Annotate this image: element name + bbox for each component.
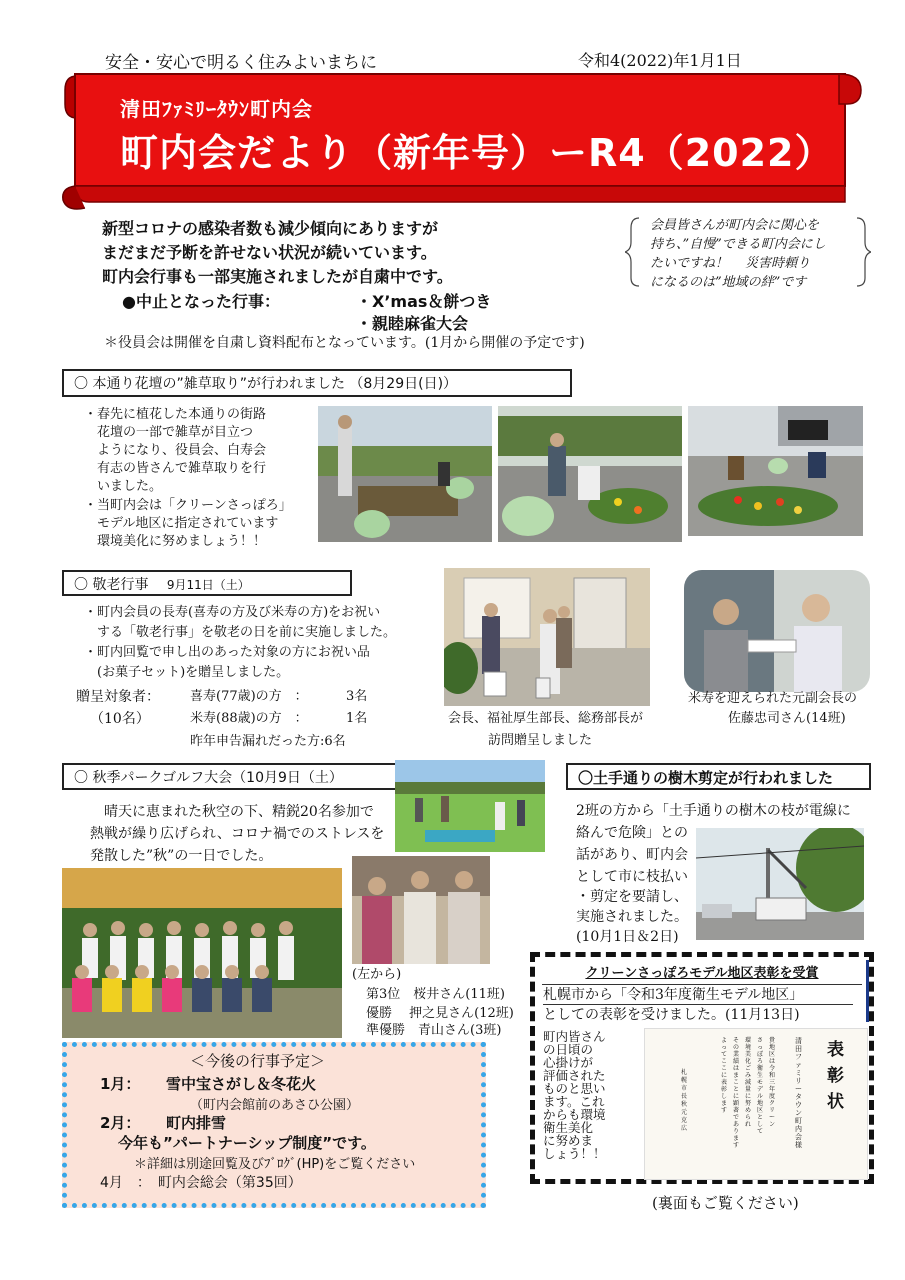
award-line-1: 札幌市から「令和3年度衛生モデル地区」 (543, 986, 853, 1005)
intro-line-3: 町内会行事も一部実施されましたが自粛中です。 (102, 267, 453, 286)
award-side-text (543, 1030, 619, 1160)
bubble-line-1: 会員皆さんが町内会に関心を (650, 218, 820, 233)
keiro-line-3: ・町内回覧で申し出のあった対象の方にお祝い品 (84, 645, 370, 660)
golf-photo-course (395, 760, 545, 852)
target-row-2-label: 米寿(88歳)の方 ： (190, 711, 308, 726)
award-side-line: 衛生美化 (543, 1120, 594, 1135)
events-jan-place: （町内会館前のあさひ公園） (190, 1098, 360, 1113)
keiro-heading-title: 〇 敬老行事 (74, 577, 149, 593)
events-apr: 4月 ： 町内会総会（第35回） (100, 1175, 302, 1191)
pruning-photo (696, 828, 864, 940)
pruning-line-3: 話があり、町内会 (576, 847, 688, 863)
events-feb-label: 2月： (100, 1114, 141, 1132)
golf-winners-photo (352, 856, 490, 964)
bubble-line-2: 持ち、”自慢”できる町内会にし (650, 237, 826, 252)
footer-see-back: (裏面もご覧ください) (652, 1194, 799, 1212)
weeding-line-5: いました。 (84, 479, 163, 494)
golf-line-1: 晴天に恵まれた秋空の下、精鋭20名参加で (104, 804, 374, 820)
keiro-photo-visit (444, 568, 650, 706)
motto: 安全・安心で明るく住みよいまちに (105, 53, 377, 73)
weeding-line-3: ようになり、役員会、白寿会 (84, 443, 267, 458)
cancelled-item-2: ・親睦麻雀大会 (356, 314, 469, 333)
award-side-line: 心掛けが (543, 1055, 594, 1070)
certificate-body-line: さっぽろ衛生モデル地区として (757, 1037, 764, 1135)
certificate-signer: 札幌市長 秋元 克広 (681, 1069, 694, 1132)
keiro-photo2-caption-2: 佐藤忠司さん(14班) (728, 711, 846, 726)
pruning-line-2: 絡んで危険」との (576, 825, 688, 841)
winner-3: 準優勝 青山さん(3班) (366, 1023, 502, 1038)
pruning-heading: 〇土手通りの樹木剪定が行われました (566, 763, 871, 790)
keiro-line-1: ・町内会員の長寿(喜寿の方及び米寿の方)をお祝い (84, 605, 381, 620)
winner-1: 第3位 桜井さん(11班) (366, 987, 505, 1002)
events-feb-detail: ＊詳細は別途回覧及びﾌﾞﾛｸﾞ(HP)をご覧ください (134, 1157, 416, 1172)
pruning-line-7: (10月1日＆2日) (576, 929, 679, 945)
weeding-heading: 〇 本通り花壇の”雑草取り”が行われました （8月29日(日)） (62, 369, 572, 397)
intro-line-2: まだまだ予断を許せない状況が続いています。 (102, 243, 437, 262)
certificate-body-line: 貴地区は令和三年度クリーン (769, 1037, 776, 1128)
award-side-line: の日頃の (543, 1042, 594, 1057)
pruning-line-5: ・剪定を要請し、 (576, 889, 688, 905)
events-feb-note: 今年も”パートナーシップ制度”です。 (118, 1134, 376, 1152)
target-label: 贈呈対象者： (76, 689, 160, 705)
weeding-line-6: ・当町内会は「クリーンさっぽろ」 (84, 498, 292, 513)
certificate-body-line: その業績はまことに顕著であります (733, 1037, 740, 1149)
weeding-line-4: 有志の皆さんで雑草取りを行 (84, 461, 267, 476)
certificate-body-line: 環境美化ごみ減量に努められ (745, 1037, 752, 1128)
events-title: ＜今後の行事予定＞ (190, 1052, 326, 1070)
organization-name: 清田ﾌｧﾐﾘｰﾀｳﾝ町内会 (120, 97, 313, 121)
weeding-line-8: 環境美化に努めましょう！！ (84, 534, 267, 549)
award-side-line: しょう！！ (543, 1146, 606, 1161)
weeding-photo-3 (688, 406, 863, 536)
bubble-line-4: になるのは”地域の絆”です (650, 275, 807, 290)
weeding-photo-1 (318, 406, 492, 542)
weeding-line-1: ・春先に植花した本通りの街路 (84, 407, 267, 422)
award-heading: クリーンさっぽろモデル地区表彰を受賞 (542, 962, 862, 985)
golf-group-photo (62, 868, 342, 1038)
winner-2: 優勝 押之見さん(12班) (366, 1006, 514, 1021)
certificate-image (644, 1028, 868, 1180)
certificate-org: 清田ファミリータウン町内会 様 (795, 1037, 809, 1149)
pruning-line-1: 2班の方から「土手通りの樹木の枝が電線に (576, 803, 851, 819)
weeding-line-2: 花壇の一部で雑草が目立つ (84, 425, 254, 440)
target-row-1-value: 3名 (346, 689, 368, 704)
winners-intro: (左から) (352, 967, 402, 982)
certificate-body-line: よってここに表彰します (721, 1037, 728, 1114)
keiro-line-4: (お菓子セット)を贈呈しました。 (84, 665, 290, 680)
bubble-line-3: たいですね！ 災害時頼り (650, 256, 811, 271)
pruning-line-6: 実施されました。 (576, 909, 688, 925)
events-feb-event: 町内排雪 (166, 1114, 227, 1132)
award-side-line: からも環境 (543, 1107, 606, 1122)
keiro-photo1-caption-1: 会長、福祉厚生部長、総務部長が (448, 711, 644, 726)
golf-line-3: 発散した”秋”の一日でした。 (90, 848, 273, 864)
golf-line-2: 熱戦が繰り広げられ、コロナ禍でのストレスを (90, 826, 385, 842)
board-meeting-note: ＊役員会は開催を自粛し資料配布となっています。(1月から開催の予定です) (104, 335, 585, 351)
newsletter-title: 町内会だより（新年号）ーR4（2022） (120, 131, 834, 175)
award-line-2: としての表彰を受けました。(11月13日) (543, 1007, 800, 1023)
cancelled-item-1: ・X’mas＆餅つき (356, 292, 492, 311)
award-side-line: 町内皆さん (543, 1029, 606, 1044)
keiro-heading (62, 570, 352, 596)
award-side-line: ものと思い (543, 1081, 606, 1096)
award-side-line: 評価された (543, 1068, 606, 1083)
weeding-line-7: モデル地区に指定されています (84, 516, 279, 531)
golf-heading: 〇 秋季パークゴルフ大会（10月9日（土） (62, 763, 408, 790)
target-late: 昨年申告漏れだった方:6名 (190, 734, 346, 749)
events-jan-event: 雪中宝さがし＆冬花火 (166, 1075, 317, 1093)
target-count: （10名） (90, 711, 150, 727)
keiro-photo1-caption-2: 訪問贈呈しました (488, 733, 593, 748)
issue-date: 令和4(2022)年1月1日 (578, 51, 742, 70)
target-row-1-label: 喜寿(77歳)の方 ： (190, 689, 308, 704)
target-row-2-value: 1名 (346, 711, 368, 726)
pruning-line-4: として市に枝払い (576, 869, 688, 885)
keiro-heading-date: 9月11日（土） (166, 578, 250, 592)
award-side-line: ます。これ (543, 1094, 605, 1109)
certificate-title: 表彰状 (827, 1040, 844, 1112)
cancelled-label: ●中止となった行事： (122, 292, 280, 311)
keiro-line-2: する「敬老行事」を敬老の日を前に実施しました。 (84, 625, 397, 640)
keiro-photo2-caption-1: 米寿を迎えられた元副会長の (688, 691, 858, 706)
award-accent-bar (866, 960, 869, 1022)
events-jan-label: 1月： (100, 1075, 141, 1093)
intro-line-1: 新型コロナの感染者数も減少傾向にありますが (102, 219, 439, 238)
keiro-photo-sato (684, 570, 870, 692)
weeding-photo-2 (498, 406, 682, 542)
award-side-line: に努めま (543, 1133, 594, 1148)
